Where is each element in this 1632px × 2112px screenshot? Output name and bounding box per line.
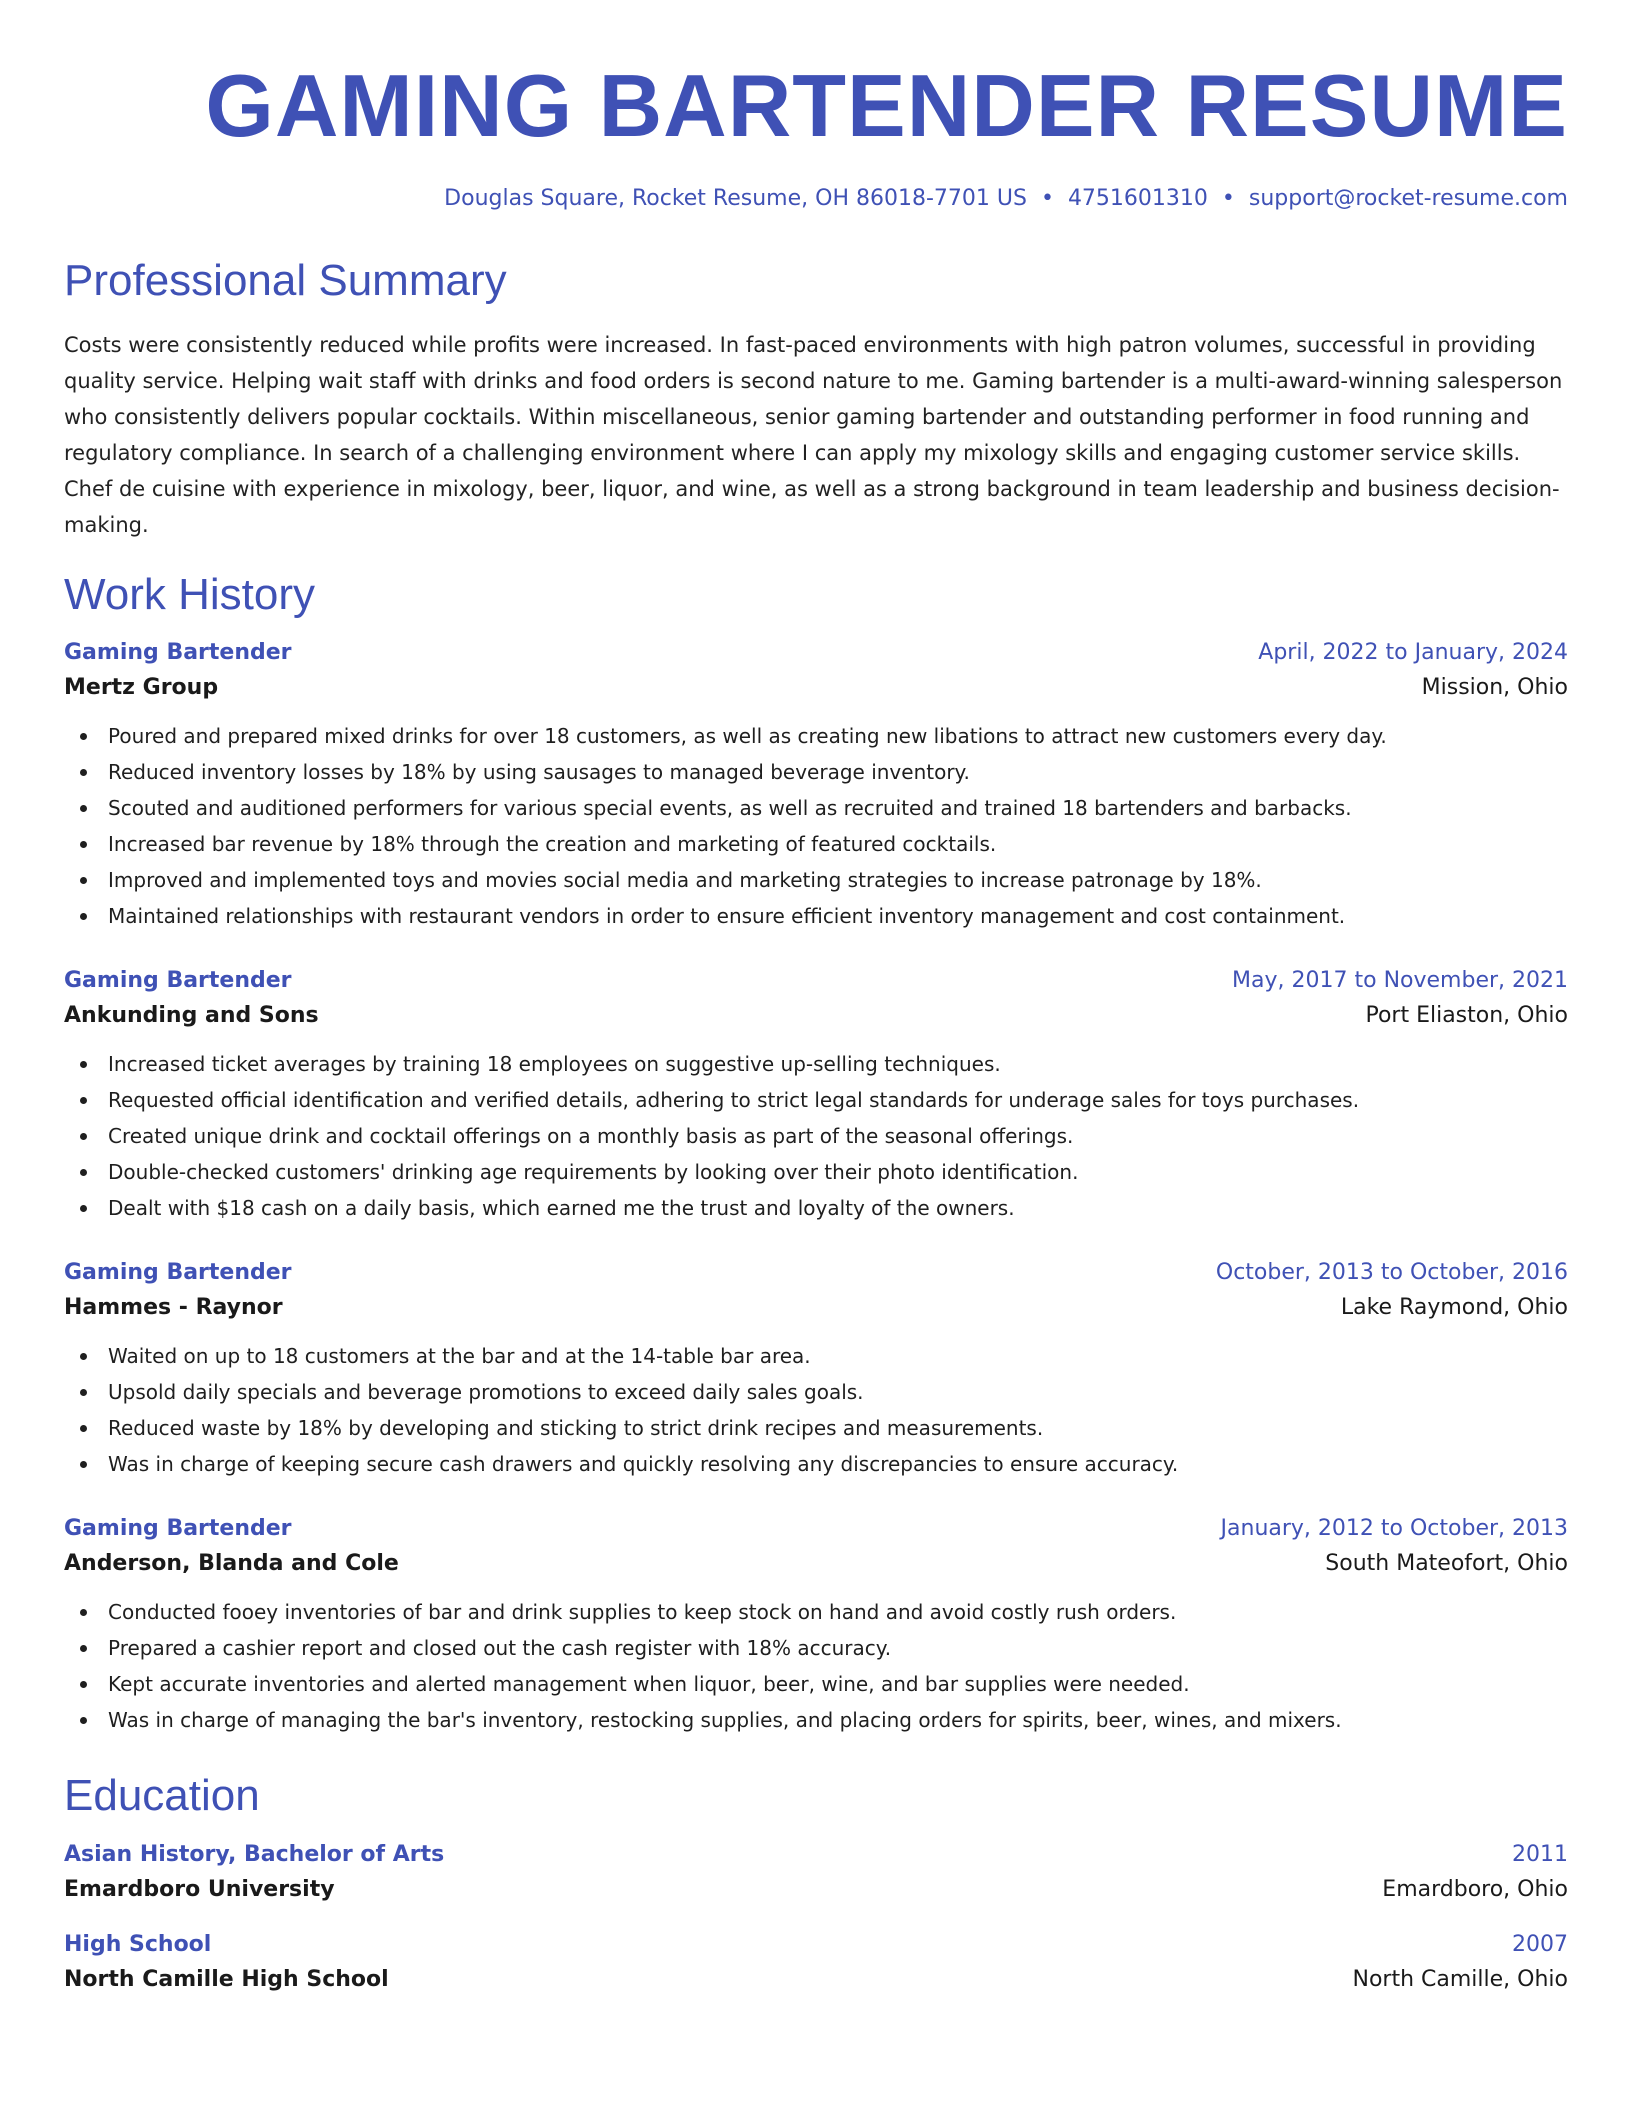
job-role: Gaming Bartender xyxy=(64,639,292,665)
summary-heading: Professional Summary xyxy=(64,256,507,305)
job-bullet: Increased bar revenue by 18% through the creation and marketing of featured cocktails. xyxy=(64,826,1568,862)
education-entry xyxy=(64,1842,1568,1902)
job-bullet: Requested official identification and verified details, adhering to strict legal standards for underage sales for toys purchases. xyxy=(64,1082,1568,1118)
education-entry xyxy=(64,1932,1568,1992)
education-school: North Camille High School xyxy=(64,1967,389,1993)
job-list xyxy=(64,640,1568,1738)
job-bullet: Scouted and auditioned performers for various special events, as well as recruited and trained 18 bartenders and barbacks. xyxy=(64,790,1568,826)
job-bullet: Improved and implemented toys and movies social media and marketing strategies to increase patronage by 18%. xyxy=(64,862,1568,898)
contact-line xyxy=(64,186,1568,211)
job-bullet: Maintained relationships with restaurant vendors in order to ensure efficient inventory management and cost containment. xyxy=(64,898,1568,934)
job-bullet: Kept accurate inventories and alerted management when liquor, beer, wine, and bar supplies were needed. xyxy=(64,1666,1568,1702)
job-header-row xyxy=(64,1516,1568,1541)
education-school-row xyxy=(64,1957,1568,1992)
job-header-row xyxy=(64,1260,1568,1285)
resume-header xyxy=(64,56,1568,211)
job-location: Lake Raymond, Ohio xyxy=(1340,1294,1568,1320)
job-header-row xyxy=(64,968,1568,993)
work-history-section xyxy=(64,571,1568,1737)
job-company-row xyxy=(64,1541,1568,1576)
job-location: Mission, Ohio xyxy=(1421,674,1568,700)
job-bullet: Reduced waste by 18% by developing and sticking to strict drink recipes and measurements. xyxy=(64,1410,1568,1446)
contact-separator: • xyxy=(1040,186,1054,211)
job-role: Gaming Bartender xyxy=(64,1259,292,1285)
education-school-row xyxy=(64,1867,1568,1902)
job-header-row xyxy=(64,640,1568,665)
contact-phone: 4751601310 xyxy=(1067,186,1208,211)
job-bullet: Reduced inventory losses by 18% by using sausages to managed beverage inventory. xyxy=(64,754,1568,790)
education-location: North Camille, Ohio xyxy=(1352,1967,1568,1993)
work-history-heading: Work History xyxy=(64,570,315,620)
job-bullet: Double-checked customers' drinking age requirements by looking over their photo identification. xyxy=(64,1154,1568,1190)
job-entry xyxy=(64,1260,1568,1482)
job-bullet: Prepared a cashier report and closed out the cash register with 18% accuracy. xyxy=(64,1630,1568,1666)
job-role: Gaming Bartender xyxy=(64,967,292,993)
job-bullet: Conducted fooey inventories of bar and drink supplies to keep stock on hand and avoid costly rush orders. xyxy=(64,1594,1568,1630)
contact-address: Douglas Square, Rocket Resume, OH 86018-7701 US xyxy=(444,186,1027,211)
job-bullet: Upsold daily specials and beverage promotions to exceed daily sales goals. xyxy=(64,1374,1568,1410)
education-list xyxy=(64,1842,1568,1992)
resume-title: GAMING BARTENDER RESUME xyxy=(205,56,1568,155)
education-location: Emardboro, Ohio xyxy=(1382,1877,1568,1903)
job-entry xyxy=(64,1516,1568,1738)
job-bullet: Waited on up to 18 customers at the bar and at the 14-table bar area. xyxy=(64,1338,1568,1374)
education-degree: High School xyxy=(64,1932,212,1958)
job-company: Hammes - Raynor xyxy=(64,1294,283,1320)
job-bullet: Increased ticket averages by training 18 employees on suggestive up-selling techniques. xyxy=(64,1046,1568,1082)
job-company: Mertz Group xyxy=(64,674,219,700)
job-company-row xyxy=(64,1285,1568,1320)
education-header-row xyxy=(64,1842,1568,1867)
contact-separator: • xyxy=(1221,186,1235,211)
job-bullet: Created unique drink and cocktail offerings on a monthly basis as part of the seasonal offerings. xyxy=(64,1118,1568,1154)
job-bullet: Was in charge of keeping secure cash drawers and quickly resolving any discrepancies to ensure accuracy. xyxy=(64,1446,1568,1482)
contact-email: support@rocket-resume.com xyxy=(1248,186,1568,211)
job-bullets xyxy=(64,1594,1568,1738)
job-company-row xyxy=(64,993,1568,1028)
job-dates: April, 2022 to January, 2024 xyxy=(1258,639,1568,665)
education-heading: Education xyxy=(64,1770,260,1820)
job-role: Gaming Bartender xyxy=(64,1515,292,1541)
summary-text: Costs were consistently reduced while profits were increased. In fast-paced environments with high patron volumes, successful in providing quality service. Helping wait staff with drinks and food orders is second nature to me. Gaming bartender is a multi-award-winning salesperson who consistently delivers popular cocktails. Within miscellaneous, senior gaming bartender and outstanding performer in food running and regulatory compliance. In search of a challenging environment where I can apply my mixology skills and engaging customer service skills. Chef de cuisine with experience in mixology, beer, liquor, and wine, as well as a strong background in team leadership and business decision-making. xyxy=(64,333,1563,538)
job-bullets xyxy=(64,718,1568,934)
job-dates: May, 2017 to November, 2021 xyxy=(1232,967,1568,993)
job-bullet: Poured and prepared mixed drinks for over 18 customers, as well as creating new libations to attract new customers every day. xyxy=(64,718,1568,754)
education-header-row xyxy=(64,1932,1568,1957)
education-year: 2007 xyxy=(1512,1932,1568,1958)
job-entry xyxy=(64,640,1568,934)
job-bullet: Dealt with $18 cash on a daily basis, which earned me the trust and loyalty of the owners. xyxy=(64,1190,1568,1226)
job-location: Port Eliaston, Ohio xyxy=(1365,1002,1568,1028)
job-dates: January, 2012 to October, 2013 xyxy=(1220,1515,1568,1541)
education-section xyxy=(64,1772,1568,1992)
job-bullets xyxy=(64,1338,1568,1482)
job-bullet: Was in charge of managing the bar's inventory, restocking supplies, and placing orders for spirits, beer, wines, and mixers. xyxy=(64,1702,1568,1738)
education-school: Emardboro University xyxy=(64,1877,335,1903)
education-degree: Asian History, Bachelor of Arts xyxy=(64,1842,445,1868)
job-dates: October, 2013 to October, 2016 xyxy=(1215,1259,1568,1285)
job-company: Anderson, Blanda and Cole xyxy=(64,1550,399,1576)
education-year: 2011 xyxy=(1512,1842,1568,1868)
job-bullets xyxy=(64,1046,1568,1226)
job-entry xyxy=(64,968,1568,1226)
job-company-row xyxy=(64,665,1568,700)
job-company: Ankunding and Sons xyxy=(64,1002,319,1028)
summary-section xyxy=(64,257,1568,543)
job-location: South Mateofort, Ohio xyxy=(1325,1550,1568,1576)
